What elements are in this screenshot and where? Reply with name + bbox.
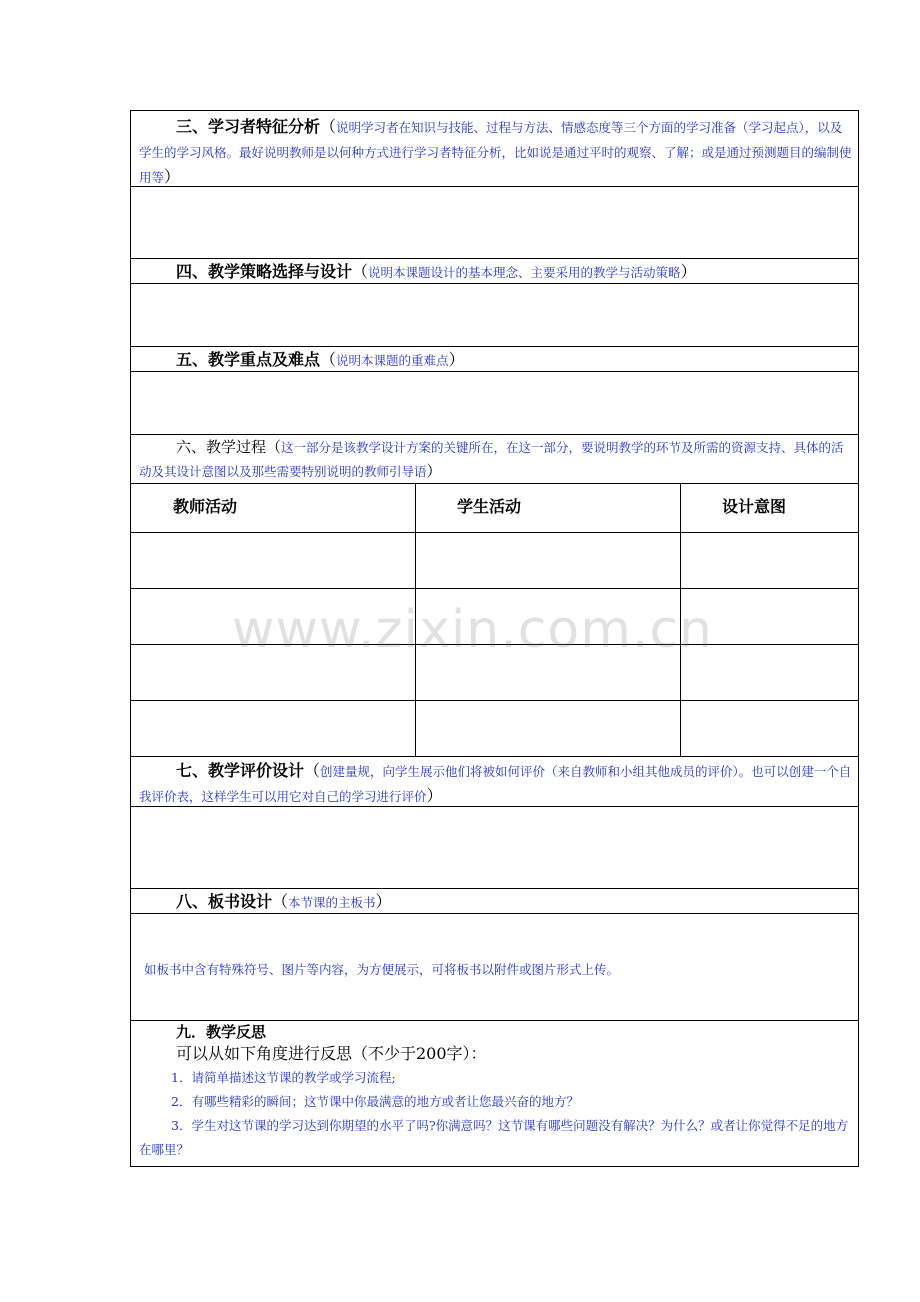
watermark: www.zixin.com.cn <box>232 600 713 660</box>
section-learner-analysis: 三、学习者特征分析（说明学习者在知识与技能、过程与方法、情感态度等三个方面的学习准备（学习起点），以及学生的学习风格。最好说明教师是以何种方式进行学习者特征分析，比如说是通过平时的观察、了解；或是通过预测题目的编制使用等） <box>139 117 852 186</box>
section-title: 三、学习者特征分析 <box>176 117 321 136</box>
section-note: 说明学习者在知识与技能、过程与方法、情感态度等三个方面的学习准备（学习起点），以及学生的学习风格。最好说明教师是以何种方式进行学习者特征分析，比如说是通过平时的观察、了解；或是通过预测题目的编制使用等 <box>139 120 852 185</box>
section-note: 创建量规，向学生展示他们将被如何评价（来自教师和小组其他成员的评价）。也可以创建一个自我评价表，这样学生可以用它对自己的学习进行评价 <box>139 764 852 804</box>
section-note: 说明本课题设计的基本理念、主要采用的教学与活动策略 <box>368 265 681 280</box>
section-process: 六、教学过程（这一部分是该教学设计方案的关键所在，在这一部分，要说明教学的环节及所需的资源支持、具体的活动及其设计意图以及那些需要特别说明的教师引导语） <box>139 438 844 480</box>
table-row <box>131 533 858 588</box>
reflection-item: 3．学生对这节课的学习达到你期望的水平了吗?你满意吗？这节课有哪些问题没有解决？为什么？或者让你觉得不足的地方在哪里？ <box>139 1118 849 1157</box>
table-header-teacher: 教师活动 <box>173 497 238 516</box>
section-reflection <box>139 1022 852 1162</box>
section-note: 本节课的主板书 <box>288 895 376 910</box>
section-key-points: 五、教学重点及难点（说明本课题的重难点） <box>176 350 465 369</box>
section-title: 五、教学重点及难点 <box>176 350 321 369</box>
table-header-student: 学生活动 <box>457 497 522 516</box>
section-title: 六、教学过程 <box>176 438 267 456</box>
board-design-hint: 如板书中含有特殊符号、图片等内容，为方便展示，可将板书以附件或图片形式上传。 <box>144 962 620 977</box>
section-strategy: 四、教学策略选择与设计（说明本课题设计的基本理念、主要采用的教学与活动策略） <box>176 262 697 281</box>
reflection-subtitle: 可以从如下角度进行反思（不少于200字）： <box>176 1044 487 1063</box>
reflection-item: 2．有哪些精彩的瞬间；这节课中你最满意的地方或者让您最兴奋的地方？ <box>171 1094 579 1109</box>
section-title: 七、教学评价设计 <box>176 761 305 780</box>
section-title: 四、教学策略选择与设计 <box>176 262 353 281</box>
section-board-design: 八、板书设计（本节课的主板书） <box>176 892 392 911</box>
table-row <box>131 701 858 756</box>
section-evaluation: 七、教学评价设计（创建量规，向学生展示他们将被如何评价（来自教师和小组其他成员的评价）。也可以创建一个自我评价表，这样学生可以用它对自己的学习进行评价） <box>139 761 852 805</box>
section-title: 八、板书设计 <box>176 892 273 911</box>
section-note: 说明本课题的重难点 <box>336 353 449 368</box>
table-header-intent: 设计意图 <box>722 497 787 516</box>
section-note: 这一部分是该教学设计方案的关键所在，在这一部分，要说明教学的环节及所需的资源支持、具体的活动及其设计意图以及那些需要特别说明的教师引导语 <box>139 440 844 479</box>
reflection-item: 1．请简单描述这节课的教学或学习流程; <box>171 1070 396 1085</box>
section-title: 九．教学反思 <box>176 1023 267 1041</box>
